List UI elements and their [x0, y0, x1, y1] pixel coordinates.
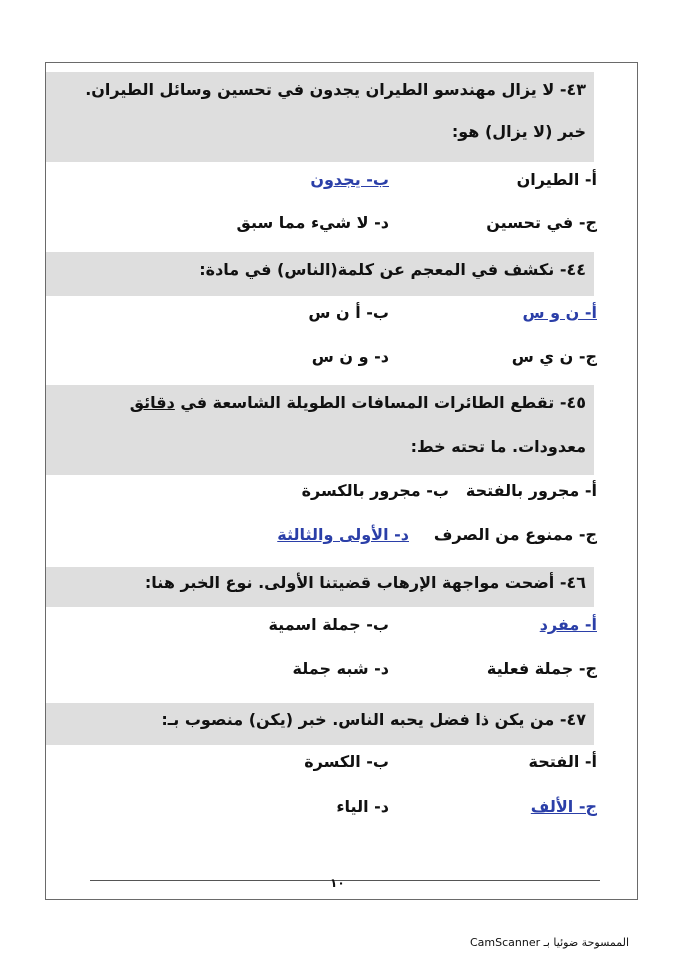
q43-option-c: ج- في تحسين: [486, 213, 597, 232]
q44-option-d: د- و ن س: [311, 347, 389, 366]
q44-option-b: ب- أ ن س: [308, 303, 389, 322]
q45-option-b: ب- مجرور بالكسرة: [301, 481, 449, 500]
question-43-line1: ٤٣- لا يزال مهندسو الطيران يجدون في تحسين وسائل الطيران.: [85, 80, 586, 99]
question-47-line1: ٤٧- من يكن ذا فضل يحبه الناس. خبر (يكن) منصوب بـ:: [161, 710, 586, 729]
q47-option-b: ب- الكسرة: [304, 752, 389, 771]
q46-option-a: أ- مفرد: [539, 615, 597, 634]
question-45-line2: معدودات. ما تحته خط:: [410, 437, 586, 456]
question-45-box: [46, 385, 594, 475]
q47-option-a: أ- الفتحة: [528, 752, 597, 771]
question-47-box: [46, 703, 594, 745]
question-45-underlined-word: دقائق: [129, 393, 175, 412]
question-44-box: [46, 252, 594, 296]
question-45-text: ٤٥- تقطع الطائرات المسافات الطويلة الشاسعة في: [180, 393, 586, 412]
question-44-line1: ٤٤- نكشف في المعجم عن كلمة(الناس) في مادة:: [199, 260, 586, 279]
q46-option-d: د- شبه جملة: [292, 659, 389, 678]
question-45-line1: [130, 393, 586, 412]
camscanner-watermark: الممسوحة ضوئيا بـ CamScanner: [470, 936, 630, 949]
q47-option-d: د- الياء: [336, 797, 389, 816]
q45-option-a: أ- مجرور بالفتحة: [465, 481, 597, 500]
footer-divider: [90, 880, 600, 881]
page-number: ١٠: [330, 876, 345, 890]
q47-option-c: ج- الألف: [530, 797, 597, 816]
q43-option-b: ب- يجدون: [310, 170, 389, 189]
q45-option-c: ج- ممنوع من الصرف: [433, 525, 597, 544]
question-46-box: [46, 567, 594, 607]
q44-option-a: أ- ن و س: [522, 303, 597, 322]
q43-option-d: د- لا شيء مما سبق: [236, 213, 389, 232]
question-43-line2: خبر (لا يزال) هو:: [451, 122, 586, 141]
q46-option-b: ب- جملة اسمية: [268, 615, 389, 634]
q46-option-c: ج- جملة فعلية: [486, 659, 597, 678]
q45-option-d: د- الأولى والثالثة: [277, 525, 409, 544]
question-43-box: [46, 72, 594, 162]
q43-option-a: أ- الطيران: [516, 170, 597, 189]
question-46-line1: ٤٦- أضحت مواجهة الإرهاب قضيتنا الأولى. نوع الخبر هنا:: [144, 573, 586, 592]
q44-option-c: ج- ن ي س: [511, 347, 597, 366]
